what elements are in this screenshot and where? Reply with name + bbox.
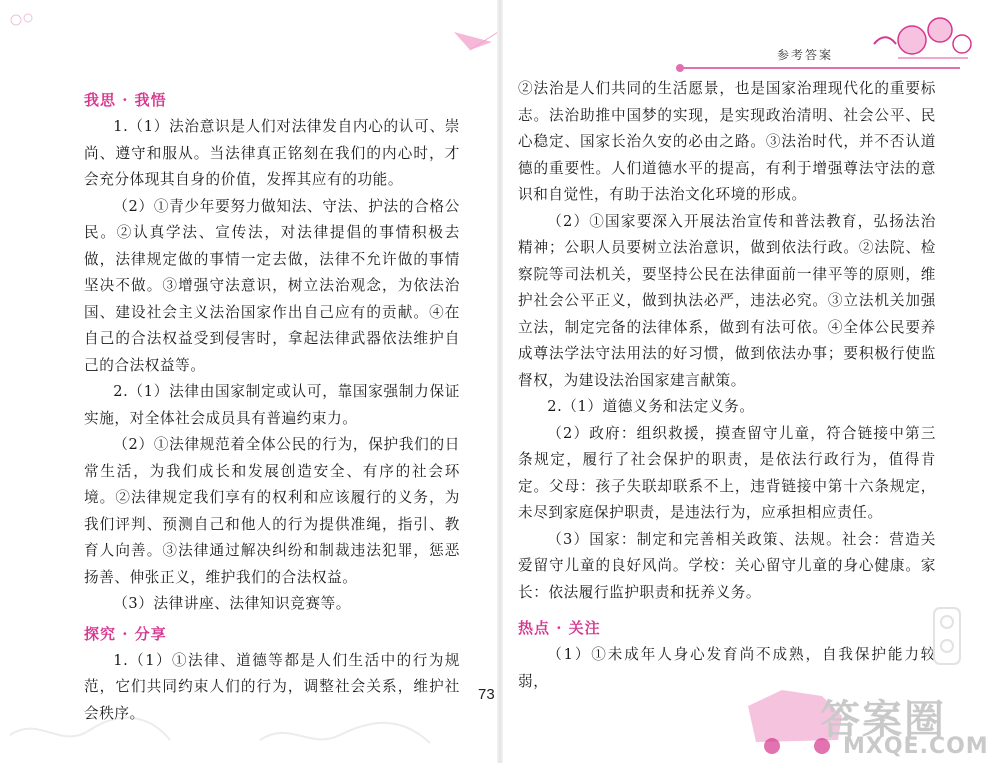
- section-title-hotspot: 热点 · 关注: [518, 619, 601, 637]
- flower-decoration-icon: [6, 8, 36, 32]
- answer-paragraph: （2）①青少年要努力做知法、守法、护法的合格公民。②认真学法、宣传法，对法律提倡的事情积极去做，法律规定做的事情一定去做，法律不允许做的事情坚决不做。③增强守法意识，树立法治观念，为依法治国、建设社会主义法治国家作出自己应有的贡献。④在自己的合法权益受到侵害时，拿起法律武器依法维护自己的合法权益等。: [84, 197, 460, 374]
- section-title-reflect: 我思 · 我悟: [84, 91, 167, 109]
- answer-paragraph: （3）国家：制定和完善相关政策、法规。社会：营造关爱留守儿童的良好风尚。学校：关心留守儿童的身心健康。家长：依法履行监护职责和抚养义务。: [518, 530, 936, 601]
- cartoon-children-decoration-icon: [868, 4, 978, 64]
- traffic-light-decoration-icon: [930, 606, 964, 676]
- answer-paragraph: 1.（1）①法律、道德等都是人们生活中的行为规范，它们共同约束人们的行为，调整社会关系，维护社会秩序。: [84, 651, 460, 722]
- kite-decoration-icon: [452, 28, 500, 54]
- answer-paragraph: 2.（1）法律由国家制定或认可，靠国家强制力保证实施，对全体社会成员具有普遍约束力。: [84, 383, 460, 427]
- watermark-brand: 答案圈: [820, 697, 946, 743]
- answer-paragraph: （1）①未成年人身心发育尚不成熟，自我保护能力较弱，: [518, 646, 936, 690]
- answer-paragraph: （2）①法律规范着全体公民的行为，保护我们的日常生活，为我们成长和发展创造安全、有序的社会环境。②法律规定我们享有的权利和应该履行的义务，为我们评判、预测自己和他人的行为提供准绳，指引、教育人向善。③法律通过解决纠纷和制裁违法犯罪，惩恶扬善、伸张正义，维护我们的合法权益。: [84, 436, 460, 586]
- answer-paragraph: （2）①国家要深入开展法治宣传和普法教育，弘扬法治精神；公职人员要树立法治意识，做到依法行政。②法院、检察院等司法机关，要坚持公民在法律面前一律平等的原则，维护社会公平正义，做到执法必严，违法必究。③立法机关加强立法，制定完备的法律体系，做到有法可依。④全体公民要养成尊法学法守法用法的好习惯，做到依法办事；要积极行使监督权，为建设法治国家建言献策。: [518, 212, 936, 389]
- answer-paragraph: 2.（1）道德义务和法定义务。: [547, 398, 755, 415]
- section-title-explore: 探究 · 分享: [84, 624, 167, 643]
- answer-paragraph: （3）法律讲座、法律知识竞赛等。: [113, 595, 351, 612]
- right-column: [518, 76, 936, 695]
- watermark-url: MXQE.COM: [843, 734, 989, 759]
- left-column: [84, 86, 460, 727]
- answer-paragraph: ②法治是人们共同的生活愿景，也是国家治理现代化的重要标志。法治助推中国梦的实现，是实现政治清明、社会公平、民心稳定、国家长治久安的必由之路。③法治时代，并不否认道德的重要性。人们道德水平的提高，有利于增强尊法守法的意识和自觉性，有助于法治文化环境的形成。: [518, 80, 936, 203]
- header-rule: [680, 67, 960, 69]
- answer-paragraph: 1.（1）法治意识是人们对法律发自内心的认可、崇尚、遵守和服从。当法律真正铭刻在我们的内心时，才会充分体现其自身的价值，发挥其应有的功能。: [84, 118, 460, 188]
- header-label: 参考答案: [777, 48, 834, 62]
- page-number: 73: [478, 686, 495, 703]
- answer-paragraph: （2）政府：组织救援，摸查留守儿童，符合链接中第三条规定，履行了社会保护的职责，是依法行政行为，值得肯定。父母：孩子失联却联系不上，违背链接中第十六条规定，未尽到家庭保护职责，是违法行为，应承担相应责任。: [518, 424, 936, 521]
